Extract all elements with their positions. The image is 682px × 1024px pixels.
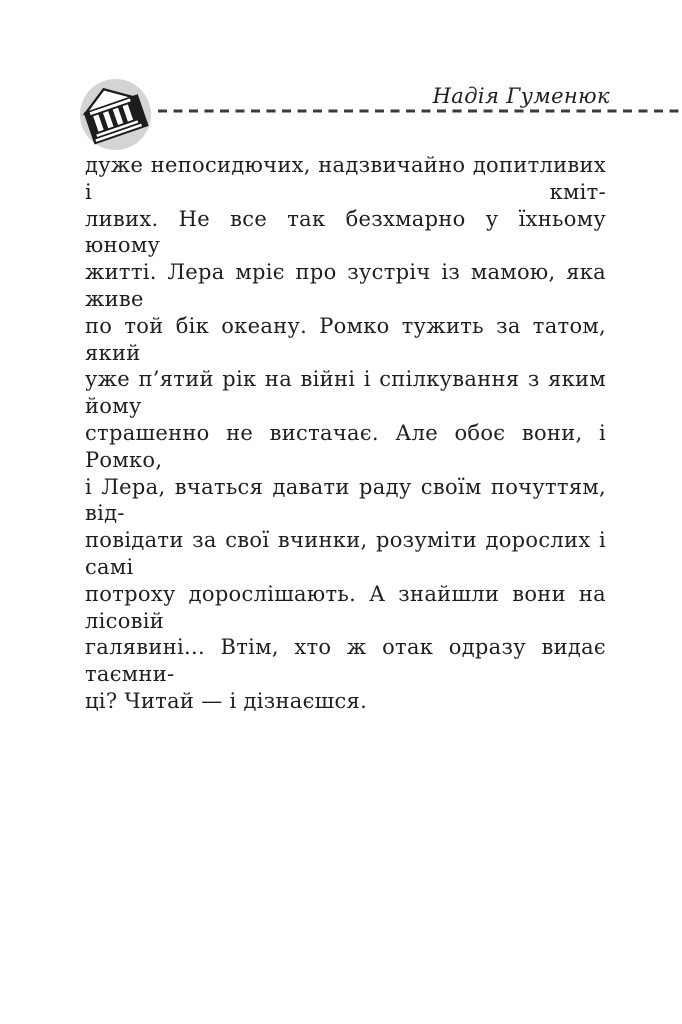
text-line: дуже непосидючих, надзвичайно допитливих і кміт-	[85, 153, 606, 204]
text-line: страшенно не вистачає. Але обоє вони, і Ромко,	[85, 420, 606, 472]
publisher-temple-logo-icon	[78, 78, 153, 153]
text-line: і Лера, вчаться давати раду своїм почуттям, від-	[85, 474, 606, 526]
dashed-divider	[158, 109, 682, 113]
text-line: потроху дорослішають. А знайшли вони на лісовій	[85, 581, 606, 633]
page-header	[78, 78, 612, 154]
text-line: по той бік океану. Ромко тужить за татом, який	[85, 313, 606, 365]
text-line: повідати за свої вчинки, розуміти дорослих і самі	[85, 528, 606, 579]
annotation-text	[85, 152, 606, 715]
text-line: уже п’ятий рік на війні і спілкування з яким йому	[85, 367, 606, 419]
text-line: ці? Читай — і дізнаєшся.	[85, 688, 368, 713]
text-line: галявині... Втім, хто ж отак одразу видає таємни-	[85, 635, 606, 687]
text-line: ливих. Не все так безхмарно у їхньому юному	[85, 206, 606, 258]
text-line: житті. Лера мріє про зустріч із мамою, яка живе	[85, 260, 606, 311]
author-name: Надія Гуменюк	[432, 84, 610, 108]
